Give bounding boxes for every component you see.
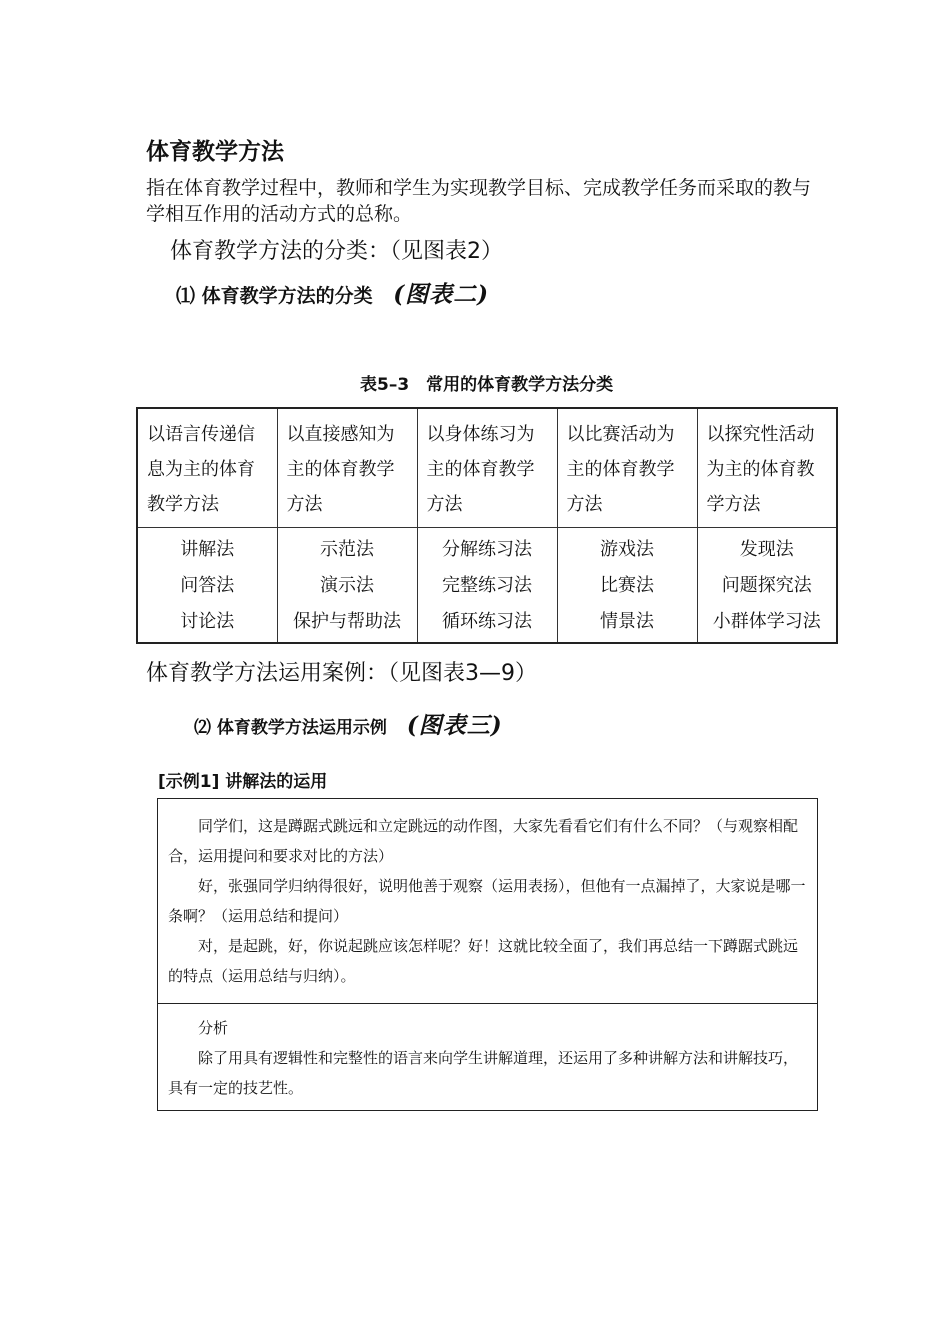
- analysis-section: [168, 1013, 808, 1103]
- table-cell: [417, 528, 557, 644]
- method-item: 保护与帮助法: [293, 611, 401, 632]
- method-item: 问答法: [180, 575, 235, 596]
- methods-table: [136, 407, 838, 644]
- dialogue-paragraph: 同学们，这是蹲踞式跳远和立定跳远的动作图，大家先看看它们有什么不同？（与观察相配合，运用提问和要求对比的方法）: [168, 817, 799, 865]
- method-item: 小群体学习法: [712, 611, 821, 632]
- method-item: 情景法: [600, 611, 654, 632]
- method-item: 完整练习法: [442, 575, 532, 596]
- table-cell: [697, 528, 837, 644]
- method-item: 讲解法: [180, 539, 235, 560]
- method-item: 发现法: [739, 539, 794, 560]
- section2-handwritten-note: (图表三): [406, 712, 503, 739]
- method-item: 讨论法: [180, 611, 235, 632]
- header-text: 以身体练习为主的体育教学方法: [426, 424, 535, 515]
- table-row: [137, 528, 837, 644]
- table-header-cell: [697, 408, 837, 528]
- table-header-cell: [137, 408, 277, 528]
- section1-handwritten-note: (图表二): [393, 281, 490, 308]
- method-item: 示范法: [320, 539, 374, 560]
- method-item: 游戏法: [600, 539, 654, 560]
- example-title: [示例1] 讲解法的运用: [158, 772, 328, 792]
- page-heading: 体育教学方法: [146, 139, 284, 165]
- analysis-label: 分析: [198, 1019, 229, 1037]
- analysis-text: 除了用具有逻辑性和完整性的语言来向学生讲解道理，还运用了多种讲解方法和讲解技巧，具有一定的技艺性。: [168, 1049, 799, 1097]
- table-cell: [557, 528, 697, 644]
- method-item: 比赛法: [600, 575, 654, 596]
- table-cell: [277, 528, 417, 644]
- header-text: 以直接感知为主的体育教学方法: [286, 424, 395, 515]
- header-text: 以语言传递信息为主的体育教学方法: [147, 424, 255, 515]
- table-header-cell: [557, 408, 697, 528]
- section1-label: [176, 276, 489, 309]
- section1-label-text: ⑴ 体育教学方法的分类: [176, 285, 373, 307]
- dialogue-paragraph: 对，是起跳，好，你说起跳应该怎样呢？好！这就比较全面了，我们再总结一下蹲踞式跳远的特点（运用总结与归纳）。: [168, 937, 799, 985]
- table-cell: [137, 528, 277, 644]
- table-header-cell: [417, 408, 557, 528]
- box-divider: [158, 1003, 817, 1004]
- table-header-cell: [277, 408, 417, 528]
- section2-label-text: ⑵ 体育教学方法运用示例: [194, 718, 387, 738]
- table-header-row: [137, 408, 837, 528]
- definition-text: 指在体育教学过程中，教师和学生为实现教学目标、完成教学任务而采取的教与学相互作用的活动方式的总称。: [146, 177, 812, 225]
- table-caption: 表5–3 常用的体育教学方法分类: [360, 375, 614, 395]
- method-item: 问题探究法: [721, 575, 812, 596]
- header-text: 以探究性活动为主的体育教学方法: [706, 424, 815, 515]
- method-item: 循环练习法: [442, 611, 532, 632]
- dialogue-paragraph: 好，张强同学归纳得很好，说明他善于观察（运用表扬），但他有一点漏掉了，大家说是哪一条啊？（运用总结和提问）: [168, 877, 806, 925]
- section2-label: [194, 707, 503, 740]
- header-text: 以比赛活动为主的体育教学方法: [566, 424, 675, 515]
- example-box: [157, 798, 818, 1111]
- classification-line: 体育教学方法的分类：（见图表2）: [170, 239, 503, 264]
- method-item: 演示法: [320, 575, 374, 596]
- example-dialogue: [168, 811, 808, 991]
- method-item: 分解练习法: [442, 539, 532, 560]
- application-line: 体育教学方法运用案例：（见图表3—9）: [146, 661, 537, 686]
